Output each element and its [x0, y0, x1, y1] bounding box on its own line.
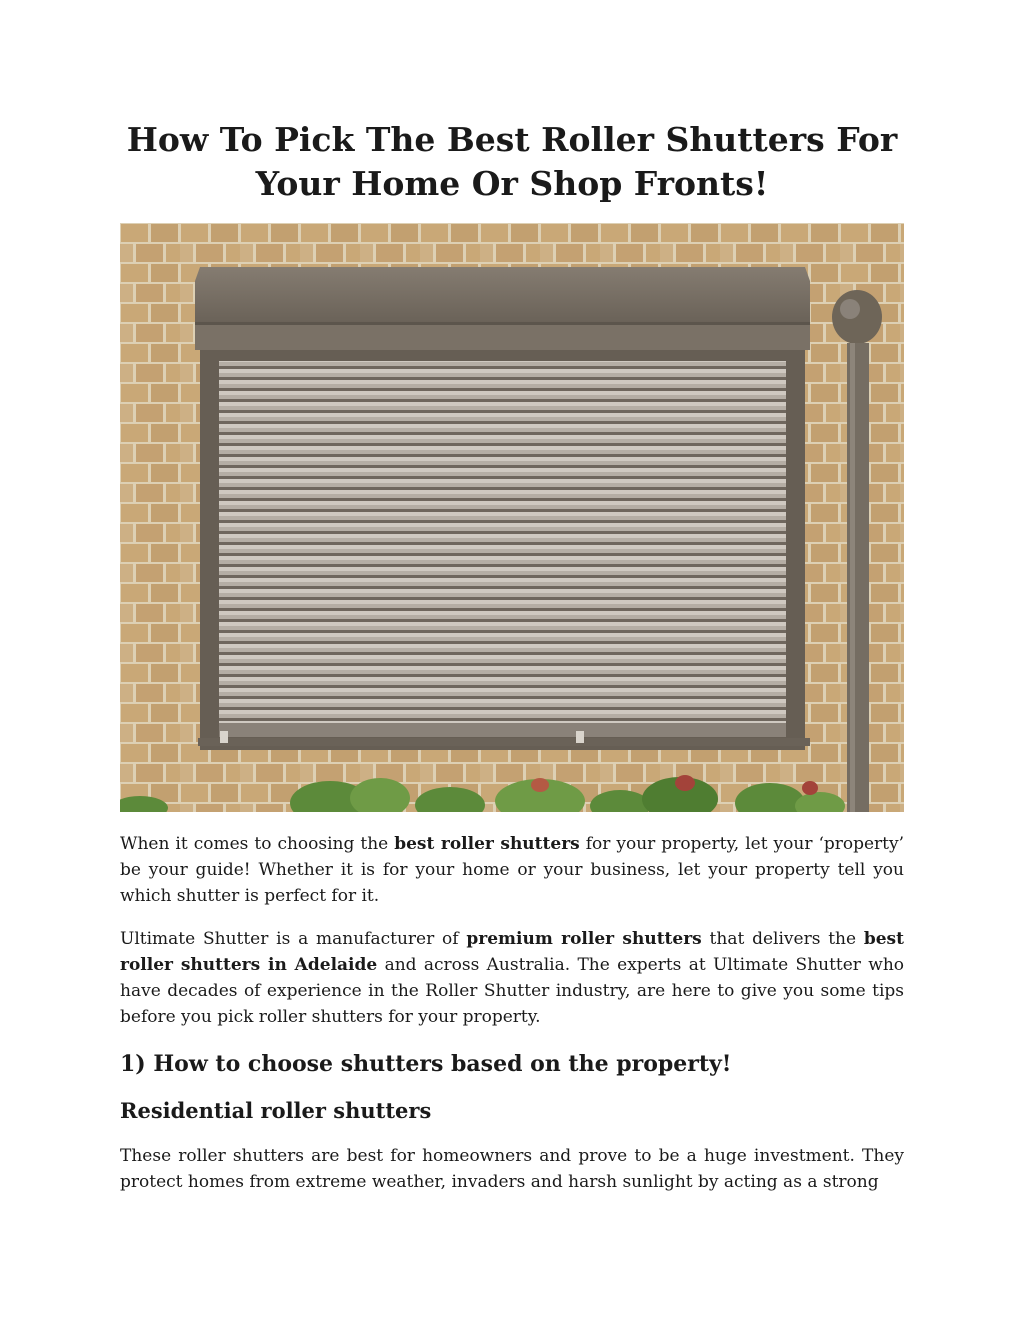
window-sill: [198, 738, 810, 746]
paragraph2-text-1: Ultimate Shutter is a manufacturer of: [120, 929, 459, 949]
paragraph1-bold-1: best roller shutters: [394, 834, 580, 854]
roller-shutter-photo: [120, 223, 904, 812]
drainpipe-head: [832, 290, 882, 344]
residential-paragraph: These roller shutters are best for homeowners and prove to be a huge investment. They protect homes from extreme weather, invaders and harsh sunlight by acting as a strong: [120, 1146, 904, 1192]
section-heading: 1) How to choose shutters based on the property!: [120, 1051, 732, 1077]
title-line-1: How To Pick The Best Roller Shutters For: [126, 120, 898, 159]
paragraph1-text-2: for your property, let your ‘property’ be your guide! Whether it is for your home or your business, let your property tell you which shutter is perfect for it.: [120, 834, 905, 906]
paragraph2-text-2: that delivers the: [709, 929, 857, 949]
page-title: [100, 118, 924, 206]
paragraph2-bold-1: premium roller shutters: [466, 929, 702, 949]
title-line-2: Your Home Or Shop Fronts!: [255, 164, 769, 203]
paragraph1-text-1: When it comes to choosing the: [120, 834, 389, 854]
company-paragraph: [120, 926, 904, 1030]
intro-paragraph: [120, 831, 904, 909]
shutter-box-lower: [195, 323, 810, 350]
paragraph2-text-3: and across Australia. The experts at Ultimate Shutter who have decades of experience in the Roller Shutter industry, are here to give you some tips before you pick roller shutters for your property.: [120, 955, 905, 1027]
shutter-slats: [219, 361, 786, 723]
shutter-box-top: [195, 267, 810, 323]
subsection-heading: Residential roller shutters: [120, 1098, 432, 1123]
paragraph2-bold-2: best roller shutters in Adelaide: [120, 929, 904, 975]
